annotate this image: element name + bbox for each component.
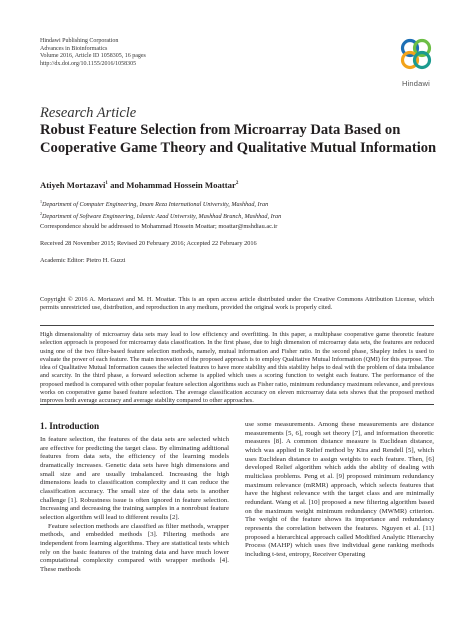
author-name: Atiyeh Mortazavi — [40, 180, 106, 190]
affiliations — [40, 198, 281, 221]
abstract-bottom-rule — [40, 404, 434, 405]
correspondence-line: Correspondence should be addressed to Mohammad Hossein Moattar; moattar@mshdiau.ac.ir — [40, 223, 278, 230]
author-mark: 1 — [105, 181, 108, 187]
publisher-line: Hindawi Publishing Corporation — [40, 38, 119, 44]
copyright-notice: Copyright © 2016 A. Mortazavi and M. H. Moattar. This is an open access article distributed under the Creative Commons Attribution License, which permits unrestricted use, distribution, and reproduction in any medium, provided the original work is properly cited. — [40, 296, 434, 312]
body-paragraph: use some measurements. Among these measurements are distance measurements [5, 6], rough set theory [7], and information theoretic measures [8]. A common distance measure is Euclidean distance, which was applied in Relief method by Kira and Rendell [5], which uses Euclidean distance to assign weights to each feature. Then, [6] developed Relief algorithm which adds the ability of dealing with multiclass problems. Peng et al. [9] proposed minimum redundancy maximum relevance (mRMR) approach, which selects features that have the highest relevance with the target class and are minimally redundant. Wang et al. [10] proposed a new filtering algorithm based on the maximum weight minimum redundancy (MWMR) criterion. The weight of the feature shows its importance and redundancy represents the correlation between the features. Nguyen et al. [11] proposed a hierarchical approach called Modified Analytic Hierarchy Process (MAHP) which uses five individual gene ranking methods including t-test, entropy, Receiver Operating — [245, 421, 434, 558]
author-mark: 2 — [235, 181, 239, 187]
editor-line: Academic Editor: Pietro H. Guzzi — [40, 257, 126, 264]
affiliation-text: Department of Software Engineering, Islamic Azad University, Mashhad Branch, Mashhad, Iran — [42, 212, 282, 220]
body-paragraph: In feature selection, the features of the data sets are selected which are effective for predicting the target class. By eliminating additional features from data sets, the efficiency of the learning models dramatically increases. Genetic data sets have high dimensions and small size and are usually imbalanced. Increasing the high dimensions leads to classification complexity and it can reduce the classification accuracy. The small size of the data sets is another challenge [1]. Robustness issue is often ignored in feature selection. Increasing and decreasing the training samples in a nonrobust feature selection algorithm will lead to different results [2]. — [40, 436, 229, 521]
hindawi-logo — [393, 37, 439, 88]
affiliation-item — [40, 210, 281, 222]
abstract-text: High dimensionality of microarray data sets may lead to low efficiency and overfitting. In this paper, a multiphase cooperative game theoretic feature selection approach is proposed for microarray data classification. In the first phase, due to high dimension of microarray data sets, the features are reduced using one of the two filter-based feature selection methods, namely, mutual information and Fisher ratio. In the second phase, Shapley index is used to evaluate the power of each feature. The main innovation of the proposed approach is to employ Qualitative Mutual Information (QMI) for this purpose. The idea of Qualitative Mutual Information causes the selected features to have more stability and this stability helps to deal with the problem of data imbalance and scarcity. In the third phase, a forward selection scheme is applied which uses a scoring function to weight each feature. The performance of the proposed method is compared with other popular feature selection algorithms such as Fisher ratio, minimum redundancy maximum relevance, and previous works on cooperative game based feature selection. The average classification accuracy on eleven microarray data sets shows that the proposed method improves both average accuracy and average stability compared to other approaches. — [40, 331, 434, 405]
journal-metadata — [40, 38, 146, 68]
affiliation-item — [40, 198, 281, 210]
affiliation-mark: 1 — [40, 199, 42, 204]
journal-line: Advances in Bioinformatics — [40, 45, 108, 52]
paper-title: Robust Feature Selection from Microarray Data Based on Cooperative Game Theory and Qualitative Mutual Information — [40, 122, 437, 156]
affiliation-text: Department of Computer Engineering, Imam Reza International University, Mashhad, Iran — [42, 201, 269, 209]
left-column — [40, 436, 229, 575]
author-name: Mohammad Hossein Moattar — [126, 180, 236, 190]
doi-link[interactable]: http://dx.doi.org/10.1155/2016/1058305 — [40, 60, 137, 67]
author-list — [40, 180, 238, 190]
article-type: Research Article — [40, 105, 137, 121]
body-paragraph: Feature selection methods are classified as filter methods, wrapper methods, and embedded methods [3]. Filtering methods are independent from learning algorithms. They are statistical tests which rely on the basic features of the training data and have much lower computational complexity compared with wrapper methods [4]. These methods — [40, 522, 229, 573]
author-joiner: and — [107, 180, 127, 190]
volume-line: Volume 2016, Article ID 1058305, 16 pages — [40, 53, 146, 60]
hindawi-rings-icon — [393, 37, 439, 73]
right-column — [245, 421, 434, 560]
abstract-top-rule — [40, 325, 434, 326]
affiliation-mark: 2 — [40, 210, 42, 216]
section-heading: 1. Introduction — [40, 421, 100, 431]
dates-line: Received 28 November 2015; Revised 20 February 2016; Accepted 22 February 2016 — [40, 240, 257, 247]
logo-wordmark: Hindawi — [401, 79, 431, 88]
